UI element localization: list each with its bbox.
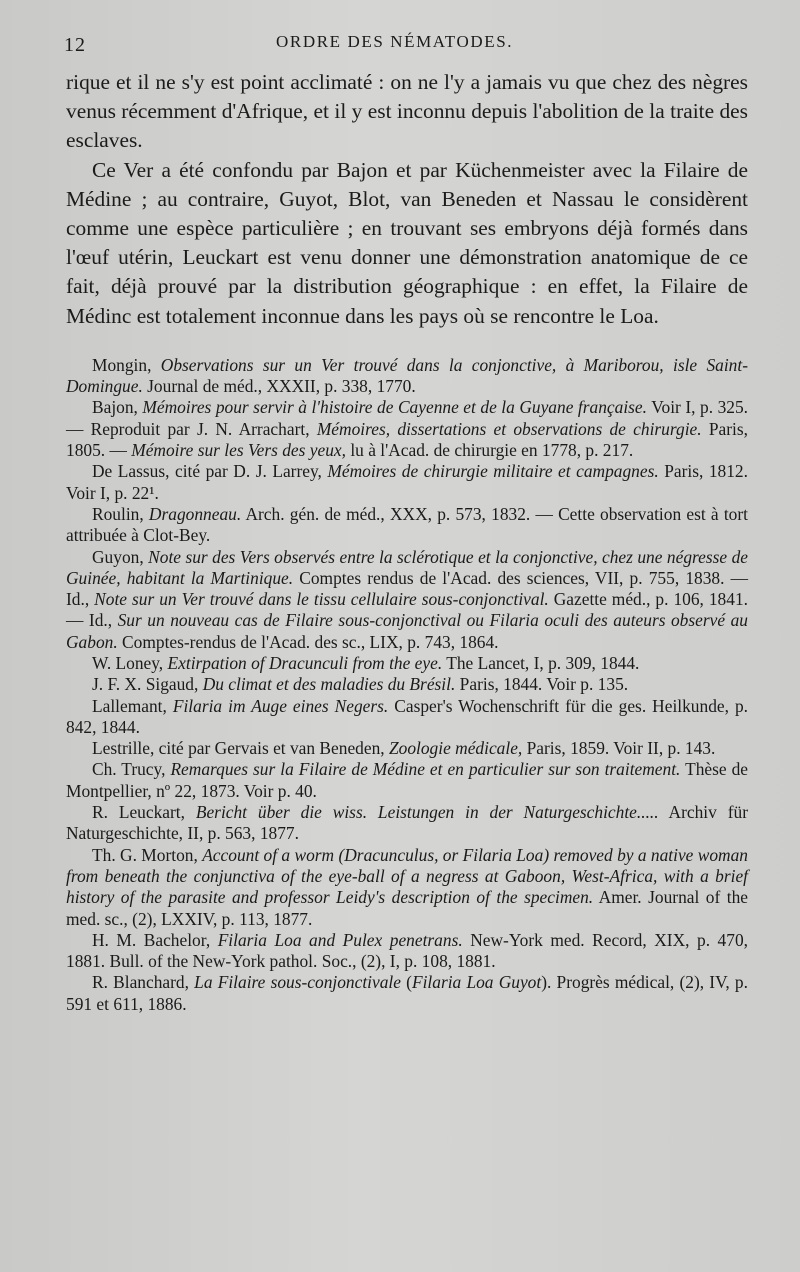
- reference-text: Lestrille, cité par Gervais et van Beneden,: [92, 738, 389, 759]
- reference-text: The Lancet, I, p. 309, 1844.: [442, 652, 640, 673]
- reference-text: Gazette méd., p. 106, 1841. — Id.,: [66, 589, 748, 631]
- reference-text: Voir I, p. 325. — Reproduit par J. N. Arrachart,: [66, 397, 748, 439]
- reference-work-title: Filaria Loa Guyot: [411, 972, 542, 993]
- reference-entry: [66, 930, 748, 973]
- reference-text: Paris, 1812. Voir I, p. 22¹.: [66, 461, 748, 503]
- reference-text: Mongin,: [92, 354, 161, 375]
- running-title: ORDRE DES NÉMATODES.: [276, 32, 514, 51]
- reference-text: J. F. X. Sigaud,: [92, 674, 203, 695]
- paragraph: rique et il ne s'y est point acclimaté : on ne l'y a jamais vu que chez des nègres venus récemment d'Afrique, et il y est inconnu depuis l'abolition de la traite des esclaves.: [66, 70, 748, 153]
- reference-work-title: Extirpation of Dracunculi from the eye.: [167, 652, 443, 673]
- reference-text: Lallemant,: [92, 695, 173, 716]
- reference-text: Paris, 1859. Voir II, p. 143.: [522, 738, 716, 759]
- reference-text: Thèse de Montpellier, nº 22, 1873. Voir p. 40.: [66, 759, 748, 801]
- reference-entry: [66, 759, 748, 802]
- reference-text: H. M. Bachelor,: [92, 929, 218, 950]
- reference-text: Ch. Trucy,: [92, 759, 171, 780]
- reference-work-title: Sur un nouveau cas de Filaire sous-conjonctival ou Filaria oculi des auteurs observé au Gabon.: [66, 610, 748, 652]
- bibliography: [66, 355, 748, 1015]
- reference-text: R. Blanchard,: [92, 972, 195, 993]
- reference-entry: [66, 547, 748, 653]
- reference-text: De Lassus, cité par D. J. Larrey,: [92, 461, 328, 482]
- reference-entry: [66, 696, 748, 739]
- reference-work-title: Note sur des Vers observés entre la sclérotique et la conjonctive, chez une négresse de Guinée, habitant la Martinique.: [66, 546, 748, 588]
- paragraph: Ce Ver a été confondu par Bajon et par Küchenmeister avec la Filaire de Médine ; au contraire, Guyot, Blot, van Beneden et Nassau le considèrent comme une espèce particulière ; en trouvant ses embryons déjà formés dans l'œuf utérin, Leuckart est venu donner une démonstration anatomique de ce fait, déjà prouvé par la distribution géographique : en effet, la Filaire de Médinc est totalement inconnue dans les pays où se rencontre le Loa.: [66, 157, 748, 328]
- reference-work-title: La Filaire sous-conjonctivale: [194, 972, 401, 993]
- reference-work-title: Mémoires de chirurgie militaire et campagnes.: [327, 461, 659, 482]
- reference-work-title: Filaria im Auge eines Negers.: [172, 695, 389, 716]
- reference-entry: [66, 845, 748, 930]
- reference-work-title: Note sur un Ver trouvé dans le tissu cellulaire sous-conjonctival.: [94, 589, 549, 610]
- reference-text: Paris, 1805. —: [66, 418, 748, 461]
- reference-text: Th. G. Morton,: [92, 844, 203, 865]
- reference-work-title: Remarques sur la Filaire de Médine et en particulier sur son traitement.: [170, 759, 681, 780]
- reference-work-title: Mémoires pour servir à l'histoire de Cayenne et de la Guyane française.: [142, 397, 648, 418]
- reference-text: Comptes rendus de l'Acad. des sciences, VII, p. 755, 1838. — Id.,: [66, 567, 748, 610]
- reference-text: Arch. gén. de méd., XXX, p. 573, 1832. — Cette observation est à tort attribuée à Clot-Bey.: [66, 503, 748, 546]
- page-number: 12: [64, 34, 86, 56]
- reference-text: Journal de méd., XXXII, p. 338, 1770.: [142, 376, 416, 397]
- body-text: [66, 68, 748, 331]
- reference-work-title: Dragonneau.: [148, 503, 242, 524]
- reference-text: (: [400, 972, 412, 993]
- reference-work-title: Filaria Loa and Pulex penetrans.: [217, 929, 463, 950]
- reference-text: Archiv für Naturgeschichte, II, p. 563, 1877.: [66, 802, 748, 844]
- reference-work-title: Mémoires, dissertations et observations de chirurgie.: [316, 418, 702, 439]
- reference-entry: [66, 653, 748, 674]
- reference-text: Amer. Journal of the med. sc., (2), LXXIV, p. 113, 1877.: [66, 887, 748, 929]
- reference-text: Bajon,: [92, 397, 143, 418]
- running-head: [66, 28, 748, 62]
- reference-entry: [66, 355, 748, 398]
- reference-work-title: Account of a worm (Dracunculus, or Filaria Loa) removed by a native woman from beneath the conjunctiva of the eye-ball of a negress at Gaboon, West-Africa, with a brief history of the parasite and professor Leidy's description of the specimen.: [66, 844, 749, 908]
- reference-text: Casper's Wochenschrift für die ges. Heilkunde, p. 842, 1844.: [66, 695, 748, 737]
- reference-entry: [66, 802, 748, 845]
- reference-entry: [66, 972, 748, 1015]
- reference-text: lu à l'Acad. de chirurgie en 1778, p. 217.: [345, 440, 634, 461]
- reference-entry: [66, 461, 748, 504]
- reference-work-title: Du climat et des maladies du Brésil.: [202, 674, 456, 695]
- reference-text: Guyon,: [92, 546, 149, 567]
- reference-text: Comptes-rendus de l'Acad. des sc., LIX, p. 743, 1864.: [117, 631, 499, 652]
- reference-work-title: Bericht über die wiss. Leistungen in der Naturgeschichte.....: [195, 802, 659, 823]
- reference-text: W. Loney,: [92, 652, 168, 673]
- reference-entry: [66, 674, 748, 695]
- reference-text: Roulin,: [92, 503, 149, 524]
- reference-entry: [66, 504, 748, 547]
- reference-text: ). Progrès médical, (2), IV, p. 591 et 611, 1886.: [66, 972, 748, 1014]
- reference-work-title: Zoologie médicale,: [388, 738, 523, 759]
- reference-work-title: Mémoire sur les Vers des yeux,: [131, 440, 346, 461]
- reference-text: R. Leuckart,: [92, 802, 196, 823]
- reference-work-title: Observations sur un Ver trouvé dans la conjonctive, à Mariborou, isle Saint-Domingue.: [66, 354, 749, 397]
- reference-text: Paris, 1844. Voir p. 135.: [455, 674, 629, 695]
- reference-entry: [66, 397, 748, 461]
- reference-text: New-York med. Record, XIX, p. 470, 1881. Bull. of the New-York pathol. Soc., (2), I, p. 108, 1881.: [66, 929, 748, 972]
- reference-entry: [66, 738, 748, 759]
